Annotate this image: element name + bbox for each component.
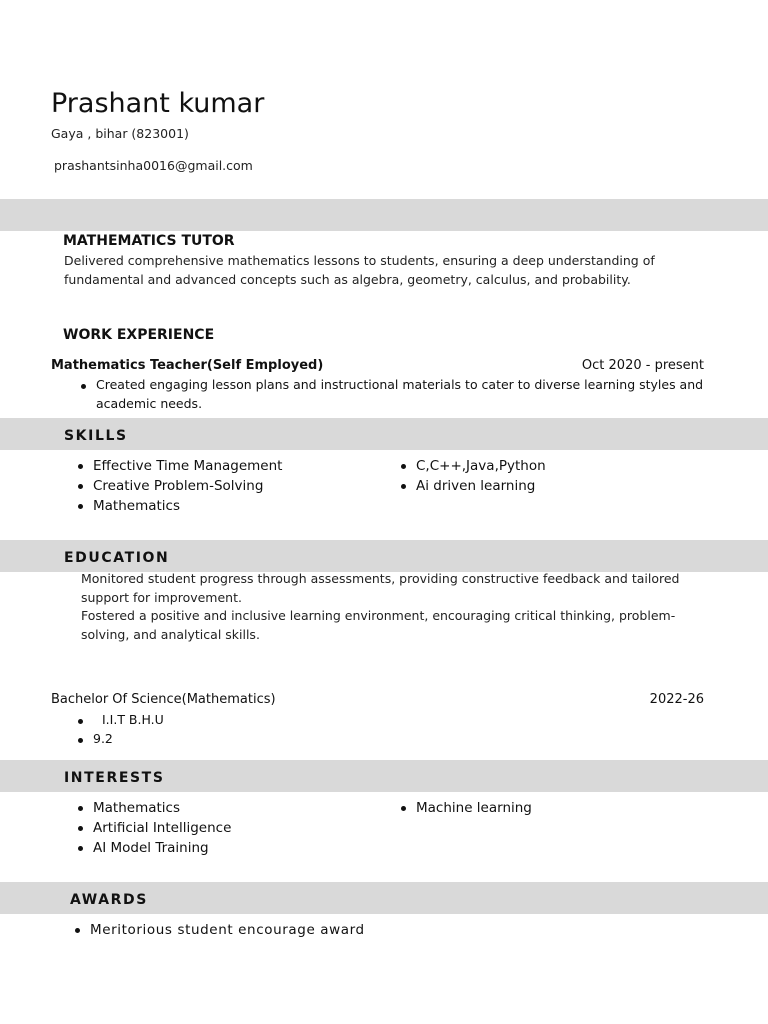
job-dates: Oct 2020 - present [581,358,704,373]
list-item: Mathematics [76,496,376,516]
list-item: Creative Problem-Solving [76,476,376,496]
awards-list [73,920,473,940]
list-item: AI Model Training [76,838,376,858]
list-item: Created engaging lesson plans and instructional materials to cater to diverse learning styles and academic needs. [79,376,711,413]
awards-title: AWARDS [70,892,148,908]
list-item: Effective Time Management [76,456,376,476]
list-item: C,C++,Java,Python [399,456,699,476]
list-item: Mathematics [76,798,376,818]
skills-left-list [76,456,376,516]
skills-right-list [399,456,699,496]
work-experience-title: WORK EXPERIENCE [63,327,215,343]
interests-left-list [76,798,376,858]
education-paragraph-1: Monitored student progress through assessments, providing constructive feedback and tailored support for improvement. [81,571,680,605]
skills-title: SKILLS [64,428,128,444]
summary-text: Delivered comprehensive mathematics lessons to students, ensuring a deep understanding of fundamental and advanced concepts such as algebra, geometry, calculus, and probability. [64,253,655,287]
education-details [76,711,376,748]
list-item: Machine learning [399,798,699,818]
email-link[interactable]: prashantsinha0016@gmail.com [54,158,253,173]
work-bullets [79,376,711,413]
interests-right-list [399,798,699,818]
interests-title: INTERESTS [64,770,165,786]
list-item: Artificial Intelligence [76,818,376,838]
candidate-name: Prashant kumar [51,88,265,119]
list-item: Ai driven learning [399,476,699,496]
location: Gaya , bihar (823001) [51,126,189,141]
degree-name: Bachelor Of Science(Mathematics) [51,692,276,707]
degree-years: 2022-26 [649,692,704,707]
list-item: I.I.T B.H.U [76,711,376,730]
list-item: Meritorious student encourage award [73,920,473,940]
divider-band [0,199,768,231]
education-paragraph-2: Fostered a positive and inclusive learning environment, encouraging critical thinking, problem-solving, and analytical skills. [81,608,676,642]
job-role: Mathematics Teacher(Self Employed) [51,358,324,373]
list-item: 9.2 [76,730,376,749]
education-title: EDUCATION [64,550,170,566]
summary-title: MATHEMATICS TUTOR [63,233,235,249]
